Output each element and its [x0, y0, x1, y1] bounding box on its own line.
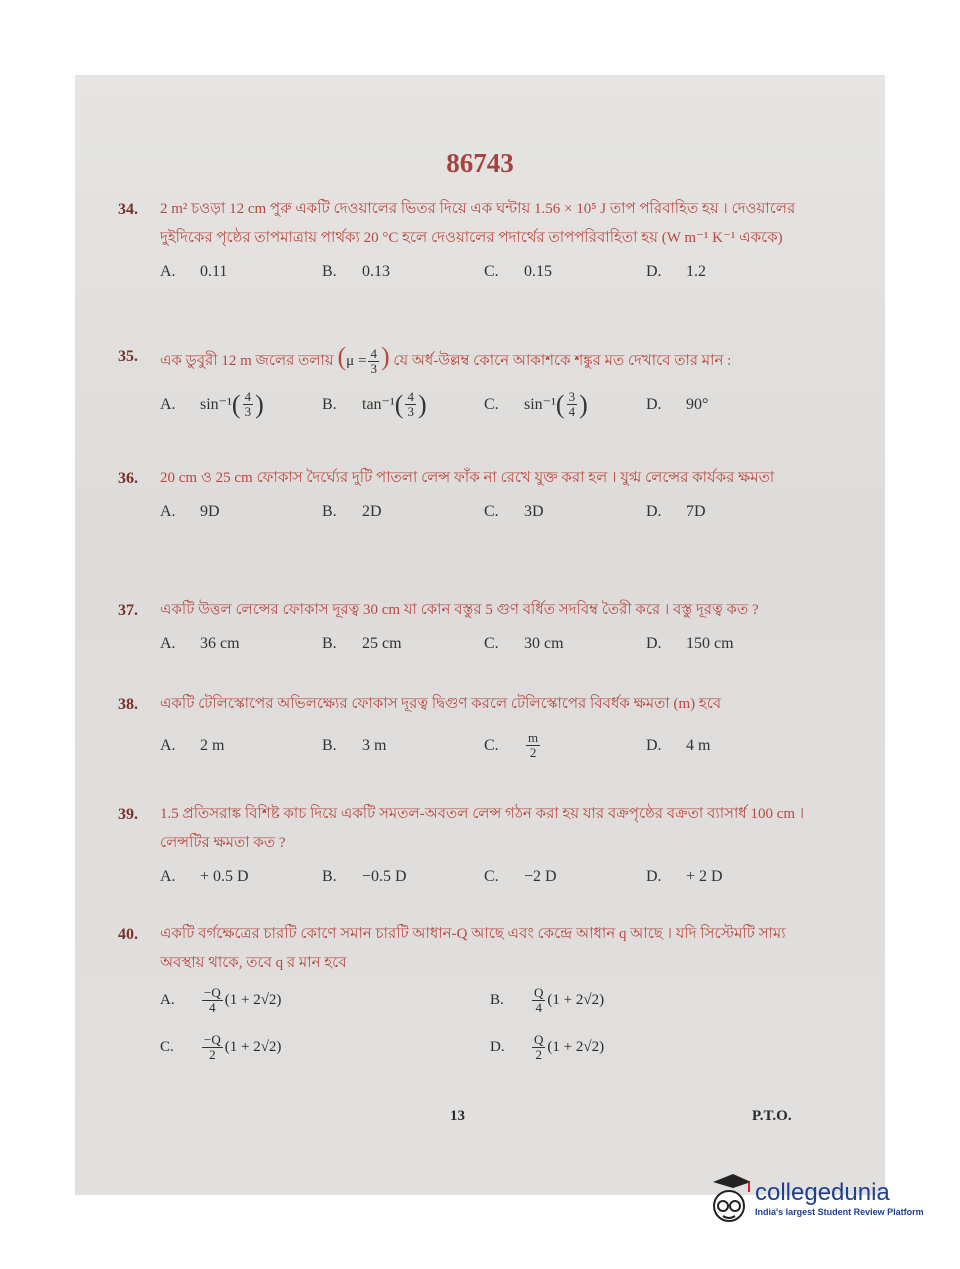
option-b: B. tan⁻¹ ( $\frac{4}{3}$ ): [322, 389, 427, 420]
options: [160, 862, 808, 891]
option-c: C. 3D: [484, 503, 544, 520]
mascot-icon: [705, 1168, 755, 1228]
option-b: B. 2D: [322, 503, 382, 520]
option-b: B. −0.5 D: [322, 868, 407, 885]
options: [160, 257, 808, 286]
collegedunia-watermark: [705, 1168, 924, 1228]
option-d: D. 90°: [646, 396, 709, 414]
question-number: 37.: [118, 602, 138, 619]
option-a: A. 36 cm: [160, 635, 240, 652]
option-d: D. 150 cm: [646, 635, 734, 652]
option-c: C. $\frac{-Q}{2}$ (1 + 2√2): [160, 1032, 282, 1062]
option-d: D. $\frac{Q}{2}$ (1 + 2√2): [490, 1032, 605, 1062]
logo-tagline: India's largest Student Review Platform: [755, 1207, 924, 1217]
option-a: A. 2 m: [160, 737, 225, 754]
logo-name: collegedunia: [755, 1179, 890, 1206]
question-36: [118, 464, 808, 526]
question-40: [118, 920, 808, 1062]
option-b: B. 3 m: [322, 737, 387, 754]
question-37: [118, 596, 808, 658]
option-a: A. 9D: [160, 503, 220, 520]
question-number: 35.: [118, 348, 138, 365]
question-text: একটি টেলিস্কোপের অভিলক্ষ্যের ফোকাস দূরত্ব দ্বিগুণ করলে টেলিস্কোপের বিবর্ধক ক্ষমতা (m) হবে: [160, 696, 722, 712]
options: [160, 390, 808, 419]
option-a: A. sin⁻¹ ( $\frac{4}{3}$ ): [160, 389, 264, 420]
question-number: 34.: [118, 201, 138, 218]
option-c: C. −2 D: [484, 868, 557, 885]
question-number: 40.: [118, 926, 138, 943]
option-a: A. $\frac{-Q}{4}$ (1 + 2√2): [160, 985, 282, 1015]
question-text: 2 m² চওড়া 12 cm পুরু একটি দেওয়ালের ভিতর দিয়ে এক ঘন্টায় 1.56 × 10⁵ J তাপ পরিবাহিত হয় । দেওয়ালের দুইদিকের পৃষ্ঠের তাপমাত্রায় পার্থক্য 20 °C হলে দেওয়ালের পদার্থের তাপপরিবাহিতা হয় (W m⁻¹ K⁻¹ এককে): [160, 201, 796, 246]
question-number: 38.: [118, 696, 138, 713]
question-text: এক ডুবুরী 12 m জলের তলায় (μ = $\frac{4}{3}$ ) যে অর্ধ-উল্লম্ব কোনে আকাশকে শঙ্কুর মত দেখাবে তার মান :: [160, 342, 732, 377]
option-c: C. 0.15: [484, 263, 552, 280]
options: [160, 986, 808, 1062]
option-b: B. 25 cm: [322, 635, 402, 652]
option-d: D. 4 m: [646, 737, 711, 754]
page-number: 13: [450, 1108, 465, 1124]
question-text: 20 cm ও 25 cm ফোকাস দৈর্ঘ্যের দুটি পাতলা লেন্স ফাঁক না রেখে যুক্ত করা হল । যুগ্ম লেন্সের কার্যকর ক্ষমতা: [160, 470, 775, 486]
option-a: A. 0.11: [160, 263, 228, 280]
options: [160, 731, 808, 760]
options: [160, 497, 808, 526]
option-c: C. 30 cm: [484, 635, 564, 652]
question-text: একটি বর্গক্ষেত্রের চারটি কোণে সমান চারটি আধান-Q আছে এবং কেন্দ্রে আধান q আছে । যদি সিস্টেমটি সাম্য অবস্থায় থাকে, তবে q র মান হবে: [160, 926, 786, 971]
option-b: B. $\frac{Q}{4}$ (1 + 2√2): [490, 985, 605, 1015]
options: [160, 629, 808, 658]
question-number: 36.: [118, 470, 138, 487]
option-c: C. sin⁻¹ ( $\frac{3}{4}$ ): [484, 389, 588, 420]
question-text: একটি উত্তল লেন্সের ফোকাস দূরত্ব 30 cm যা কোন বস্তুর 5 গুণ বর্ধিত সদবিম্ব তৈরী করে । বস্তু দূরত্ব কত ?: [160, 602, 759, 618]
question-text: 1.5 প্রতিসরাঙ্ক বিশিষ্ট কাচ দিয়ে একটি সমতল-অবতল লেন্স গঠন করা হয় যার বক্রপৃষ্ঠের বক্রতা ব্যাসার্ধ 100 cm । লেন্সটির ক্ষমতা কত ?: [160, 806, 805, 851]
question-34: [118, 195, 808, 286]
option-a: A. + 0.5 D: [160, 868, 249, 885]
option-d: D. + 2 D: [646, 868, 723, 885]
question-39: [118, 800, 808, 891]
question-35: [118, 342, 808, 419]
paper-code: 86743: [446, 148, 514, 178]
option-d: D. 1.2: [646, 263, 706, 280]
question-38: [118, 690, 808, 760]
option-b: B. 0.13: [322, 263, 390, 280]
option-c: C. $\frac{m}{2}$: [484, 730, 539, 760]
question-number: 39.: [118, 806, 138, 823]
option-d: D. 7D: [646, 503, 706, 520]
pto-label: P.T.O.: [752, 1108, 792, 1124]
